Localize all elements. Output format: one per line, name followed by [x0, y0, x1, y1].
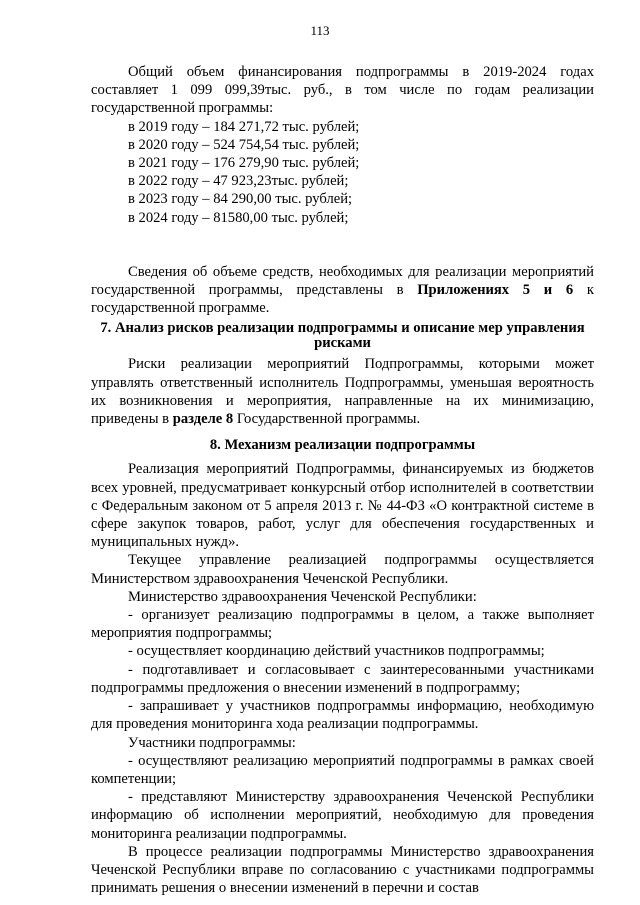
page-content: [91, 63, 594, 897]
funding-by-year-list: [91, 118, 594, 227]
bold-reference: разделе 8: [172, 411, 234, 428]
list-item: - запрашивает у участников подпрограммы информацию, необходимую для проведения мониторинга хода реализации подпрограммы.: [91, 698, 594, 733]
funding-paragraph: Общий объем финансирования подпрограммы в 2019-2024 годах составляет 1 099 099,39тыс. руб., в том числе по годам реализации государственной программы:: [91, 64, 594, 117]
mechanism-paragraph: Реализация мероприятий Подпрограммы, финансируемых из бюджетов всех уровней, предусматривает конкурсный отбор исполнителей в соответствии с Федеральным законом от 5 апреля 2013 г. № 44-ФЗ «О контрактной системе в сфере закупок товаров, работ, услуг для обеспечения государственных и муниципальных нужд».: [91, 461, 594, 551]
year-item: в 2021 году – 176 279,90 тыс. рублей;: [128, 155, 360, 172]
year-item: в 2024 году – 81580,00 тыс. рублей;: [128, 209, 349, 226]
list-item: - осуществляют реализацию мероприятий подпрограммы в рамках своей компетенции;: [91, 752, 594, 787]
year-item: в 2019 году – 184 271,72 тыс. рублей;: [128, 118, 360, 135]
text-run: Сведения об объеме средств, необходимых для реализации мероприятий государственной программы, представлены в: [91, 263, 594, 299]
year-item: в 2020 году – 524 754,54 тыс. рублей;: [128, 136, 360, 153]
text-run: Риски реализации мероприятий Подпрограммы, которыми может управлять ответственный исполнитель Подпрограммы, уменьшая вероятность их возникновения и мероприятия, направленные на их минимизацию, приведены в: [91, 356, 594, 428]
list-item: - подготавливает и согласовывает с заинтересованными участниками подпрограммы предложения о внесении изменений в подпрограмму;: [91, 661, 594, 696]
ministry-paragraph: Министерство здравоохранения Чеченской Республики:: [128, 588, 477, 605]
year-item: в 2023 году – 84 290,00 тыс. рублей;: [128, 191, 353, 208]
participants-paragraph: Участники подпрограммы:: [128, 734, 296, 751]
bold-reference: Приложениях 5 и 6: [417, 282, 574, 299]
ministry-duties-list: [91, 606, 594, 733]
section-heading-8: 8. Механизм реализации подпрограммы: [209, 437, 476, 454]
page-number: 113: [310, 23, 330, 38]
year-item: в 2022 году – 47 923,23тыс. рублей;: [128, 173, 349, 190]
risks-paragraph: [91, 355, 594, 428]
section-heading-7: 7. Анализ рисков реализации подпрограммы и описание мер управления рисками: [100, 320, 585, 352]
list-item: - осуществляет координацию действий участников подпрограммы;: [128, 643, 545, 660]
text-run: к государственной программе.: [91, 282, 594, 317]
management-paragraph: Текущее управление реализацией подпрограммы осуществляется Министерством здравоохранения Чеченской Республики.: [91, 552, 594, 587]
changes-paragraph: В процессе реализации подпрограммы Министерство здравоохранения Чеченской Республики вправе по согласованию с участниками подпрограммы принимать решения о внесении изменений в перечни и состав: [91, 843, 594, 897]
participant-duties-list: [91, 752, 594, 843]
list-item: - представляют Министерству здравоохранения Чеченской Республики информацию об исполнении мероприятий, необходимую для проведения мониторинга реализации подпрограммы.: [91, 789, 594, 842]
text-run: Государственной программы.: [233, 411, 421, 428]
list-item: - организует реализацию подпрограммы в целом, а также выполняет мероприятия подпрограммы;: [91, 607, 594, 642]
funding-info-paragraph: [91, 263, 594, 318]
